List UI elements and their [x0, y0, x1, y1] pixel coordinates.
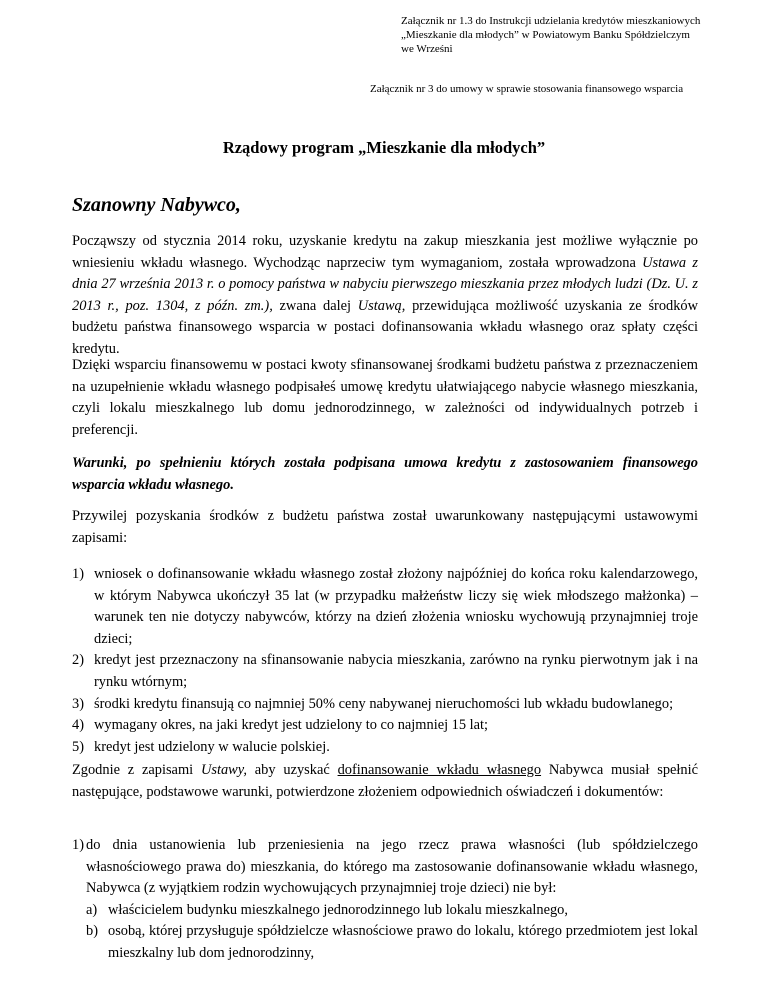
- requirements-text-b: aby uzyskać: [246, 762, 338, 778]
- sub-list-item: [72, 921, 698, 964]
- paragraph-support: Dzięki wsparciu finansowemu w postaci kwoty sfinansowanej środkami budżetu państwa z przeznaczeniem na uzupełnienie wkładu własnego podpisałeś umowę kredytu ułatwiającego nabycie własnego mieszkania, czyli lokalu mieszkalnego lub domu jednorodzinnego, w zależności od indywidualnych potrzeb i preferencji.: [72, 357, 698, 438]
- requirements-text-a: Zgodnie z zapisami: [72, 762, 201, 778]
- list-item: [72, 694, 698, 716]
- paragraph-privilege: Przywilej pozyskania środków z budżetu państwa został uwarunkowany następującymi ustawowymi zapisami:: [72, 508, 698, 546]
- list-item: [72, 715, 698, 737]
- intro-text-a: Począwszy od stycznia 2014 roku, uzyskanie kredytu na zakup mieszkania jest możliwe wyłącznie po wniesieniu wkładu własnego. Wychodząc naprzeciw tym wymaganiom, została wprowadzona: [72, 233, 698, 271]
- document-title: Rządowy program „Mieszkanie dla młodych”: [222, 138, 546, 157]
- paragraph-intro: [72, 231, 698, 361]
- sub-list-letter: a): [86, 901, 98, 918]
- requirements-text-c: Nabywca musiał spełnić następujące, podstawowe warunki, potwierdzone złożeniem odpowiednich oświadczeń i dokumentów:: [72, 762, 698, 800]
- list-item: [72, 835, 698, 900]
- ustawy-term: Ustawy,: [200, 762, 247, 778]
- list-item-text: wniosek o dofinansowanie wkładu własnego został złożony najpóźniej do końca roku kalendarzowego, w którym Nabywca ukończył 35 lat (w przypadku małżeństw liczy się wiek młodszego małżonka) – warunek ten nie dotyczy nabywców, którzy na dzień złożenia wniosku wychowują przynajmniej troje dzieci;: [94, 566, 698, 647]
- attachment-note-1: Załącznik nr 1.3 do Instrukcji udzielania kredytów mieszkaniowych „Mieszkanie dla młodych” w Powiatowym Banku Spółdzielczym we Wrześni: [401, 15, 701, 55]
- underlined-term: dofinansowanie wkładu własnego: [337, 762, 542, 778]
- list-item: [72, 564, 698, 650]
- sub-list-item: [72, 900, 698, 922]
- list-number: 1): [72, 837, 84, 853]
- attachment-note-2: Załącznik nr 3 do umowy w sprawie stosowania finansowego wsparcia: [370, 83, 684, 95]
- intro-text-c: przewidująca możliwość uzyskania ze środków budżetu państwa finansowego wsparcia w postaci dofinansowania wkładu własnego oraz spłaty części kredytu.: [72, 297, 699, 357]
- conditions-list: [72, 564, 698, 758]
- list-number: 1): [72, 566, 84, 582]
- sub-list-text: właścicielem budynku mieszkalnego jednorodzinnego lub lokalu mieszkalnego,: [108, 901, 568, 918]
- list-item-text: kredyt jest przeznaczony na sfinansowanie nabycia mieszkania, zarówno na rynku pierwotnym jak i na rynku wtórnym;: [94, 652, 698, 690]
- paragraph-requirements: [72, 760, 698, 803]
- sub-list-text: osobą, której przysługuje spółdzielcze własnościowe prawo do lokalu, którego przedmiotem jest lokal mieszkalny lub dom jednorodzinny,: [108, 923, 698, 961]
- greeting: Szanowny Nabywco,: [72, 194, 241, 216]
- act-reference: Ustawa z dnia 27 września 2013 r. o pomocy państwa w nabyciu pierwszego mieszkania przez młodych ludzi (Dz. U. z 2013 r., poz. 1304, z późn. zm.),: [72, 254, 698, 314]
- list-item-text: kredyt jest udzielony w walucie polskiej.: [94, 738, 330, 755]
- list-item-text: do dnia ustanowienia lub przeniesienia na jego rzecz prawa własności (lub spółdzielczego własnościowego prawa do) mieszkania, do którego ma zastosowanie dofinansowanie wkładu własnego, Nabywca (z wyjątkiem rodzin wychowujących przynajmniej troje dzieci) nie był:: [86, 837, 698, 897]
- requirements-list: [72, 835, 698, 965]
- list-number: 2): [72, 652, 84, 669]
- ustawa-term: Ustawą,: [357, 297, 406, 314]
- list-item-text: wymagany okres, na jaki kredyt jest udzielony to co najmniej 15 lat;: [94, 717, 489, 734]
- list-number: 5): [72, 738, 84, 755]
- list-item-text: środki kredytu finansują co najmniej 50% ceny nabywanej nieruchomości lub wkładu budowlanego;: [94, 695, 674, 712]
- intro-text-b: zwana dalej: [272, 297, 358, 314]
- section-heading-conditions: Warunki, po spełnieniu których została podpisana umowa kredytu z zastosowaniem finansowego wsparcia wkładu własnego.: [72, 455, 698, 493]
- list-item: [72, 650, 698, 693]
- sub-list-letter: b): [86, 923, 98, 940]
- list-number: 3): [72, 695, 84, 712]
- list-number: 4): [72, 717, 84, 734]
- list-item: [72, 737, 698, 759]
